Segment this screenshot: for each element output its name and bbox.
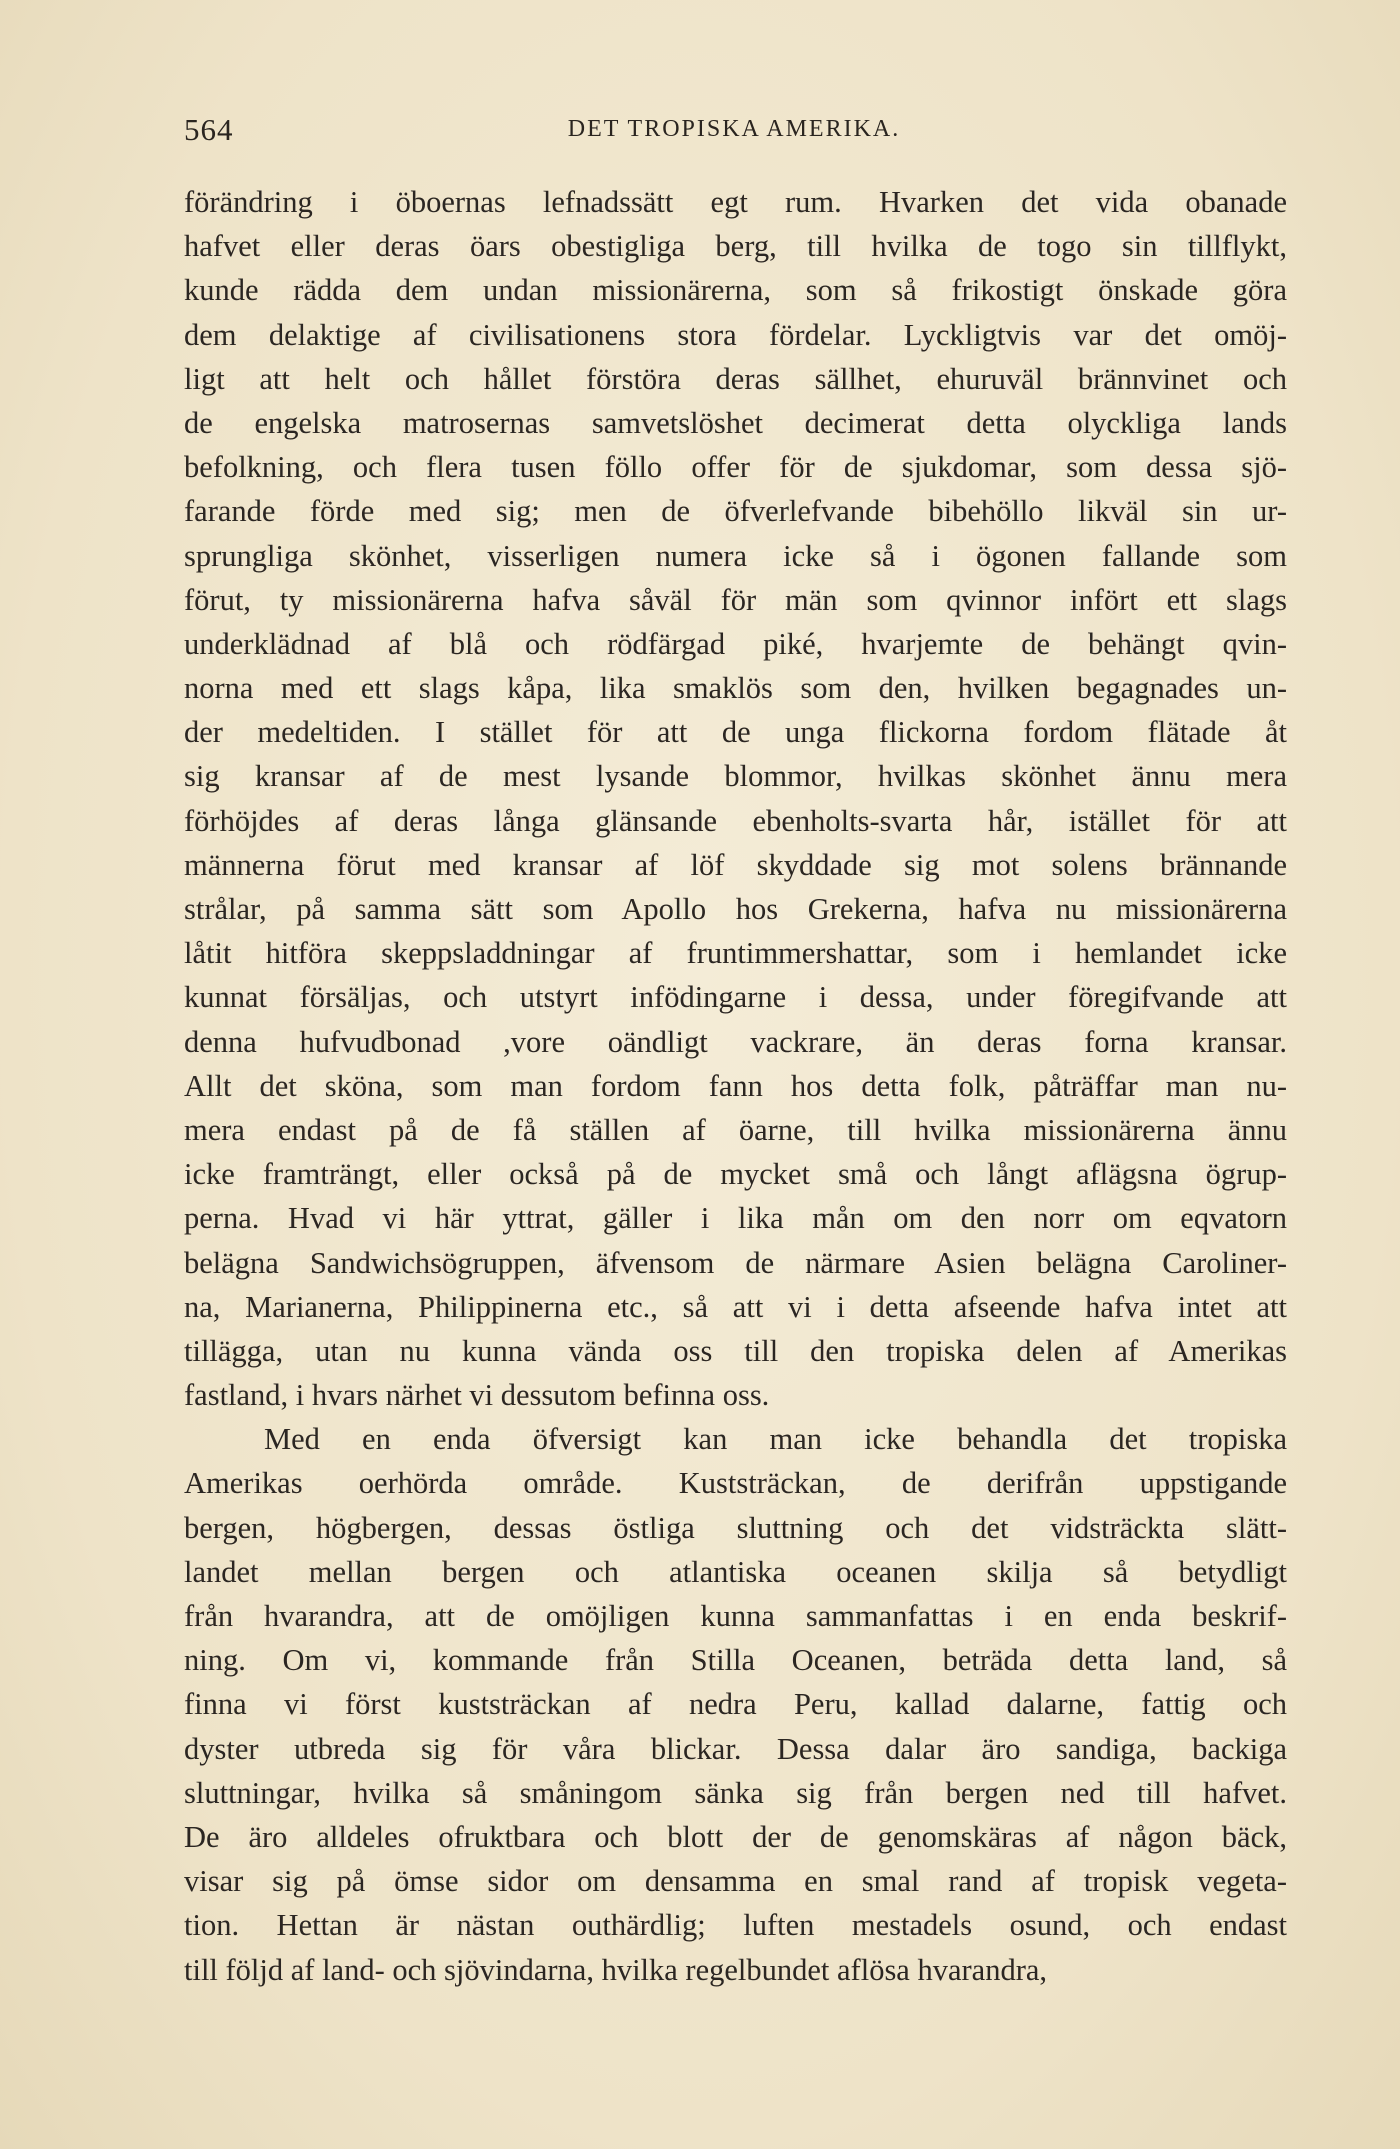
text-line: männerna förut med kransar af löf skyddade sig mot solens brännande [184, 847, 1287, 882]
text-line: förhöjdes af deras långa glänsande ebenholts-svarta hår, istället för att [184, 803, 1287, 838]
text-line: dem delaktige af civilisationens stora fördelar. Lyckligtvis var det omöj- [184, 317, 1287, 352]
text-line: Med en enda öfversigt kan man icke behandla det tropiska [264, 1422, 1287, 1457]
text-line: låtit hitföra skeppsladdningar af fruntimmershattar, som i hemlandet icke [184, 936, 1287, 971]
text-line: fastland, i hvars närhet vi dessutom befinna oss. [184, 1378, 770, 1413]
text-line: na, Marianerna, Philippinerna etc., så att vi i detta afseende hafva intet att [184, 1289, 1287, 1324]
paragraph [184, 1417, 1287, 1991]
text-line: perna. Hvad vi här yttrat, gäller i lika mån om den norr om eqvatorn [184, 1201, 1287, 1236]
text-line: kunnat försäljas, och utstyrt infödingarne i dessa, under föregifvande att [184, 980, 1287, 1015]
text-line: från hvarandra, att de omöjligen kunna sammanfattas i en enda beskrif- [184, 1599, 1287, 1633]
text-line: visar sig på ömse sidor om densamma en smal rand af tropisk vegeta- [184, 1864, 1287, 1899]
text-line: denna hufvudbonad ,vore oändligt vackrare, än deras forna kransar. [184, 1024, 1287, 1059]
text-line: befolkning, och flera tusen föllo offer för de sjukdomar, som dessa sjö- [184, 450, 1287, 485]
paragraph [184, 180, 1287, 1417]
running-title: DET TROPISKA AMERIKA. [567, 116, 901, 142]
text-line: tillägga, utan nu kunna vända oss till den tropiska delen af Amerikas [184, 1333, 1287, 1368]
page-number: 564 [184, 112, 234, 147]
text-line: kunde rädda dem undan missionärerna, som så frikostigt önskade göra [184, 273, 1287, 308]
text-line: tion. Hettan är nästan outhärdlig; luften mestadels osund, och endast [184, 1908, 1287, 1943]
page-header [184, 112, 1284, 152]
text-line: Allt det sköna, som man fordom fann hos detta folk, påträffar man nu- [184, 1068, 1287, 1103]
text-line: landet mellan bergen och atlantiska oceanen skilja så betydligt [184, 1554, 1287, 1589]
text-line: hafvet eller deras öars obestigliga berg, till hvilka de togo sin tillflykt, [184, 229, 1287, 264]
paragraph-container [184, 180, 1287, 1992]
text-line: farande förde med sig; men de öfverlefvande bibehöllo likväl sin ur- [184, 494, 1287, 529]
text-line: Amerikas oerhörda område. Kuststräckan, de derifrån uppstigande [184, 1466, 1287, 1501]
text-line: De äro alldeles ofruktbara och blott der de genomskäras af någon bäck, [184, 1819, 1287, 1854]
text-line: mera endast på de få ställen af öarne, till hvilka missionärerna ännu [184, 1112, 1287, 1147]
body-text [184, 180, 1287, 1992]
text-line: strålar, på samma sätt som Apollo hos Grekerna, hafva nu missionärerna [184, 892, 1287, 926]
text-line: sluttningar, hvilka så småningom sänka sig från bergen ned till hafvet. [184, 1775, 1287, 1810]
text-line: der medeltiden. I stället för att de unga flickorna fordom flätade åt [184, 715, 1287, 750]
text-line: de engelska matrosernas samvetslöshet decimerat detta olyckliga lands [184, 405, 1287, 440]
text-line: förut, ty missionärerna hafva såväl för män som qvinnor infört ett slags [184, 582, 1287, 617]
text-line: icke framträngt, eller också på de mycket små och långt aflägsna ögrup- [184, 1157, 1287, 1192]
text-line: bergen, högbergen, dessas östliga sluttning och det vidsträckta slätt- [184, 1510, 1287, 1545]
text-line: till följd af land- och sjövindarna, hvilka regelbundet aflösa hvarandra, [184, 1952, 1048, 1987]
text-line: belägna Sandwichsögruppen, äfvensom de närmare Asien belägna Caroliner- [184, 1245, 1287, 1280]
text-line: underklädnad af blå och rödfärgad piké, hvarjemte de behängt qvin- [184, 626, 1287, 661]
text-line: norna med ett slags kåpa, lika smaklös som den, hvilken begagnades un- [184, 671, 1287, 706]
text-line: sig kransar af de mest lysande blommor, hvilkas skönhet ännu mera [184, 759, 1287, 794]
text-line: förändring i öboernas lefnadssätt egt rum. Hvarken det vida obanade [184, 185, 1287, 219]
text-line: dyster utbreda sig för våra blickar. Dessa dalar äro sandiga, backiga [184, 1731, 1287, 1766]
text-line: finna vi först kuststräckan af nedra Peru, kallad dalarne, fattig och [184, 1687, 1287, 1722]
text-line: ning. Om vi, kommande från Stilla Oceanen, beträda detta land, så [184, 1643, 1287, 1678]
text-line: sprungliga skönhet, visserligen numera icke så i ögonen fallande som [184, 538, 1287, 573]
text-line: ligt att helt och hållet förstöra deras sällhet, ehuruväl brännvinet och [184, 361, 1287, 396]
